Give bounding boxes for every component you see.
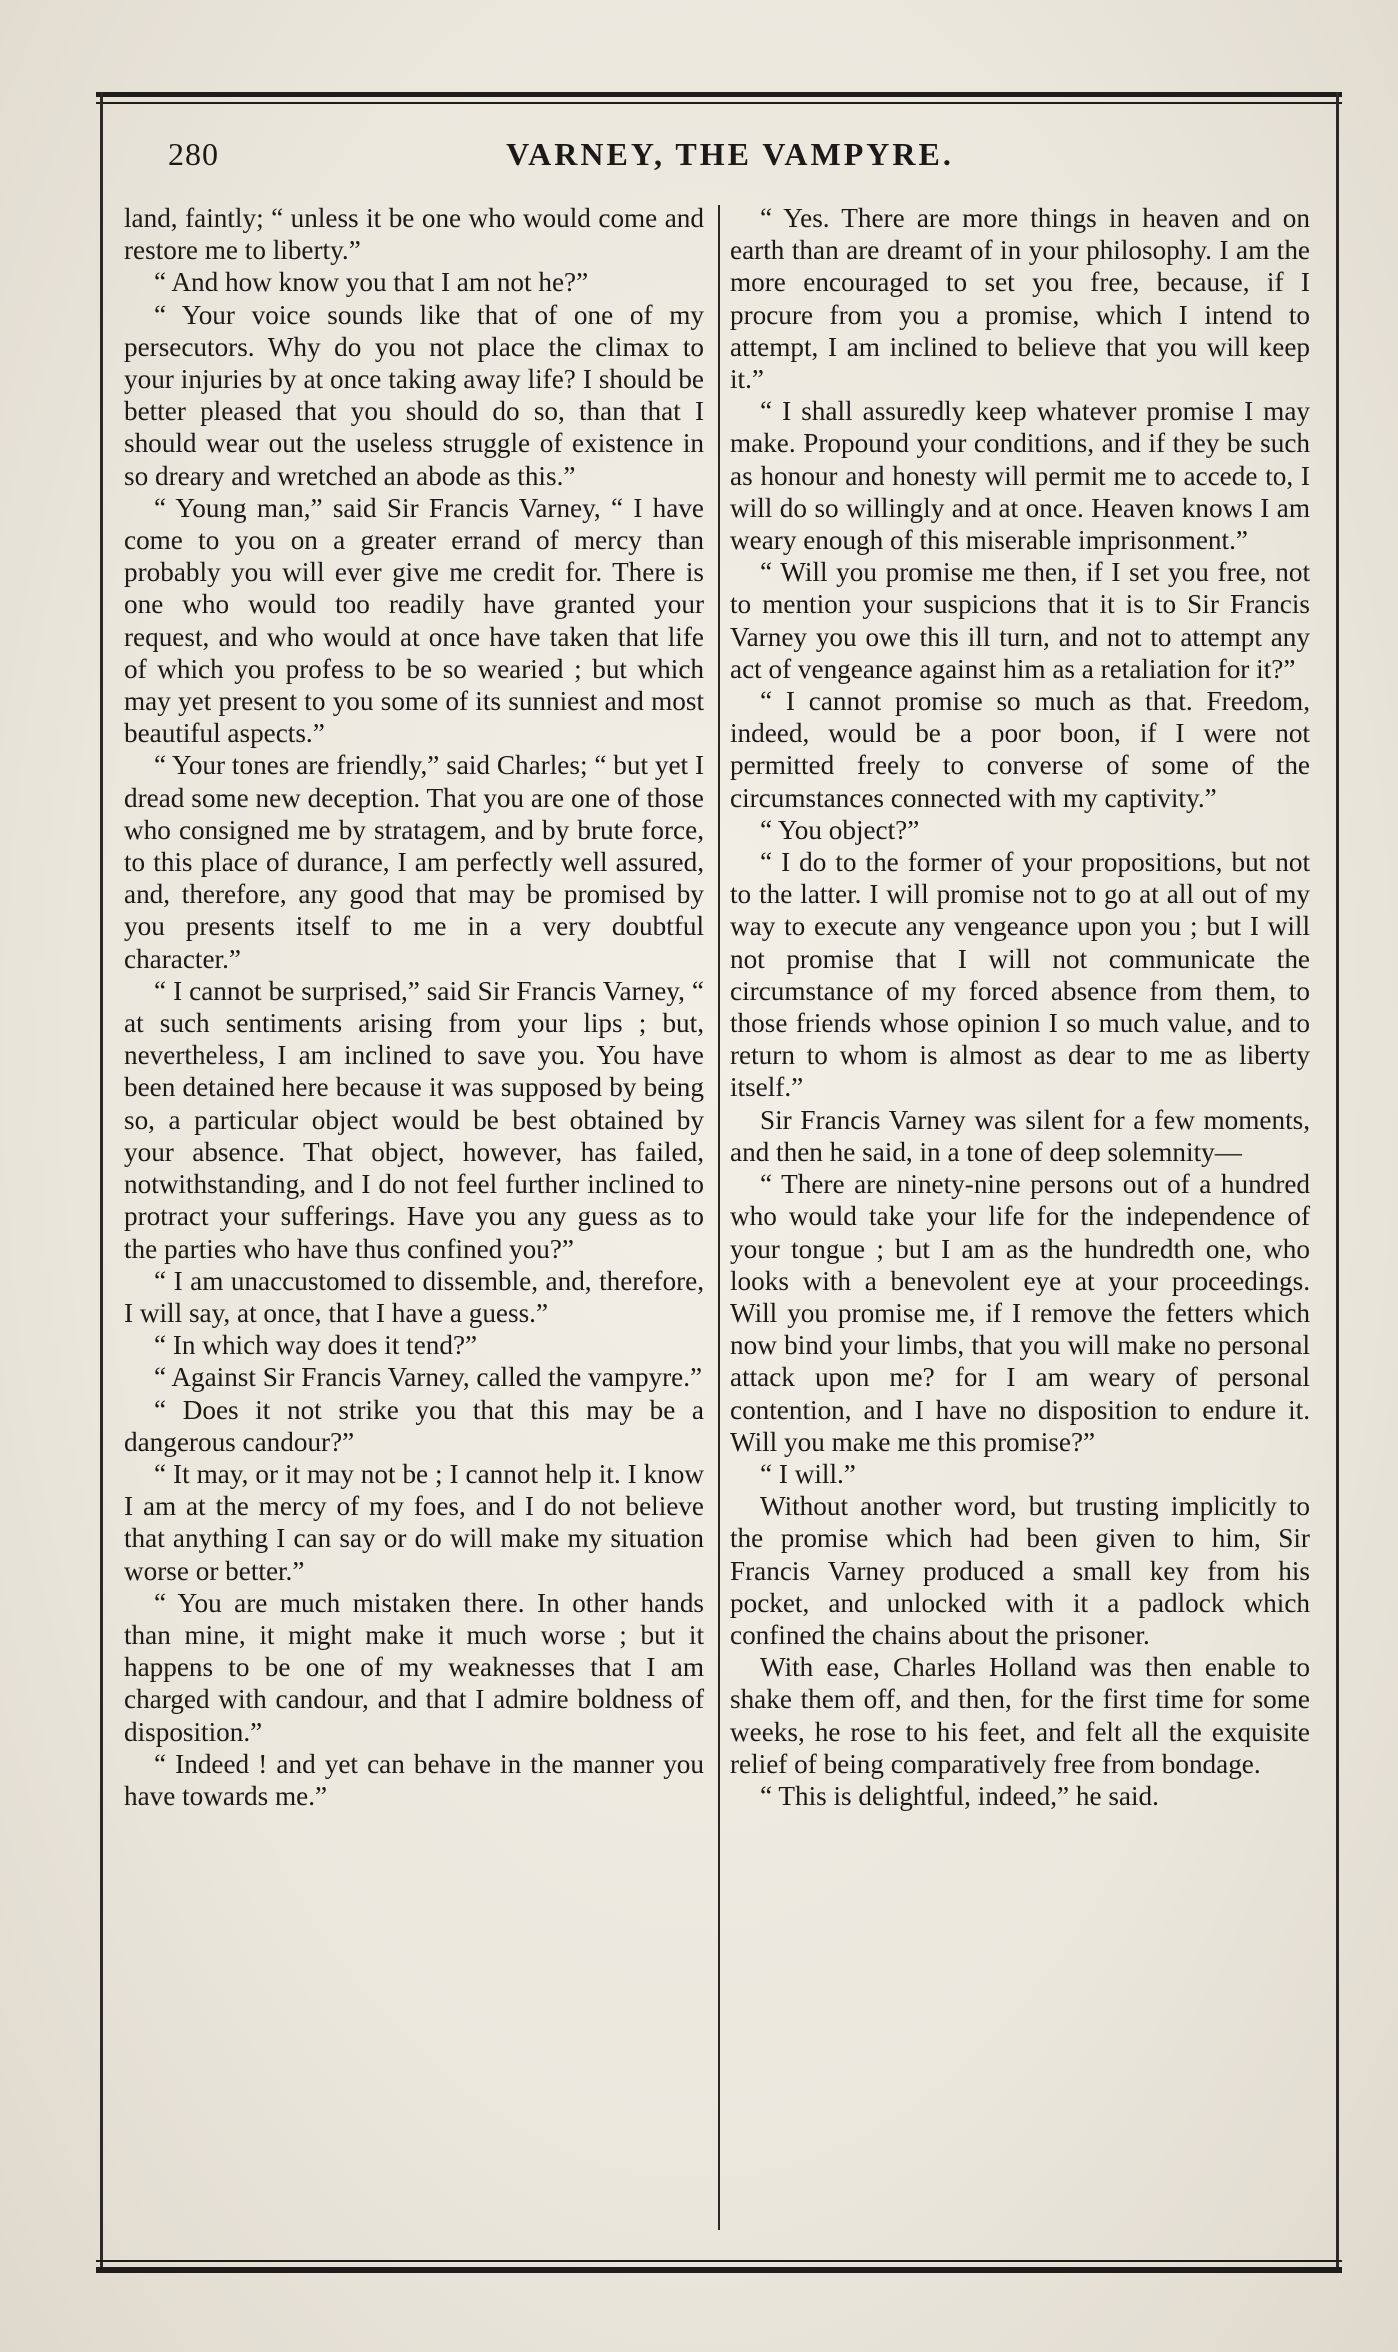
paragraph: “ I am unaccustomed to dissemble, and, therefore, I will say, at once, that I have a guess.” (124, 1265, 704, 1328)
paragraph: “ I shall assuredly keep whatever promise I may make. Propound your conditions, and if they be such as honour and honesty will permit me to accede to, I will do so willingly and at once. Heaven knows I am weary enough of this miserable imprisonment.” (730, 396, 1310, 556)
right-border-line (1336, 92, 1339, 2272)
paragraph: “ You object?” (760, 814, 920, 845)
paragraph: “ Against Sir Francis Varney, called the vampyre.” (154, 1362, 703, 1393)
paragraph: “ I do to the former of your propositions, but not to the latter. I will promise not to go at all out of my way to execute any vengeance upon you ; but I will not promise that I will not communicate the circumstance of my forced absence from them, to those friends whose opinion I so much value, and to return to whom is almost as dear to me as liberty itself.” (730, 847, 1310, 1103)
paragraph: “ You are much mistaken there. In other hands than mine, it might make it much worse ; but it happens to be one of my weaknesses that I am charged with candour, and that I admire boldness of disposition.” (124, 1587, 704, 1747)
left-border-line (100, 92, 103, 2272)
paragraph: “ There are ninety-nine persons out of a hundred who would take your life for the independence of your tongue ; but I am as the hundredth one, who looks with a benevolent eye at your proceedings. Will you promise me, if I remove the fetters which now bind your limbs, that you will make no personal attack upon me? for I am weary of personal contention, and I have no disposition to endure it. Will you make me this promise?” (730, 1169, 1310, 1457)
paragraph: “ Will you promise me then, if I set you free, not to mention your suspicions that it is to Sir Francis Varney you owe this ill turn, and not to attempt any act of vengeance against him as a retaliation for it?” (730, 557, 1310, 684)
paragraph: “ I cannot be surprised,” said Sir Francis Varney, “ at such sentiments arising from your lips ; but, nevertheless, I am inclined to save you. You have been detained here because it was supposed by being so, a particular object would be best obtained by your absence. That object, however, has failed, notwithstanding, and I do not feel further inclined to protract your sufferings. Have you any guess as to the parties who have thus confined you?” (124, 975, 704, 1264)
page-number: 280 (168, 136, 219, 172)
paragraph: “ Indeed ! and yet can behave in the manner you have towards me.” (124, 1748, 704, 1811)
top-border-thin-rule (96, 102, 1342, 104)
paragraph: “ This is delightful, indeed,” he said. (760, 1780, 1159, 1811)
column-divider (718, 205, 720, 2230)
paragraph: “ Your voice sounds like that of one of my persecutors. Why do you not place the climax to your injuries by at once taking away life? I should be better pleased that you should do so, than that I should wear out the useless struggle of existence in so dreary and wretched an abode as this.” (124, 299, 704, 491)
paragraph: “ I will.” (760, 1458, 856, 1489)
top-border-rule (96, 92, 1342, 97)
paragraph: land, faintly; “ unless it be one who would come and restore me to liberty.” (124, 203, 704, 266)
bottom-border-thin-rule (96, 2260, 1342, 2262)
paragraph: Without another word, but trusting implicitly to the promise which had been given to him, Sir Francis Varney produced a small key from his pocket, and unlocked with it a padlock which confined the chains about the prisoner. (730, 1491, 1310, 1650)
paragraph: “ It may, or it may not be ; I cannot help it. I know I am at the mercy of my foes, and I do not believe that anything I can say or do will make my situation worse or better.” (124, 1458, 704, 1586)
paragraph: “ Your tones are friendly,” said Charles; “ but yet I dread some new deception. That you are one of those who consigned me by stratagem, and by brute force, to this place of durance, I am perfectly well assured, and, therefore, any good that may be promised by you presents itself to me in a very doubtful character.” (124, 750, 704, 974)
paragraph: “ Does it not strike you that this may be a dangerous candour?” (124, 1394, 704, 1457)
running-head: VARNEY, THE VAMPYRE. (506, 136, 954, 172)
paragraph: “ Yes. There are more things in heaven and on earth than are dreamt of in your philosophy. I am the more encouraged to set you free, because, if I procure from you a promise, which I intend to attempt, I am inclined to believe that you will keep it.” (730, 203, 1310, 395)
page-header (140, 136, 1320, 176)
left-column (124, 202, 704, 1812)
paragraph: “ And how know you that I am not he?” (154, 267, 589, 298)
paragraph: “ In which way does it tend?” (154, 1330, 478, 1361)
right-column (730, 202, 1310, 1812)
paragraph: Sir Francis Varney was silent for a few moments, and then he said, in a tone of deep solemnity— (730, 1104, 1310, 1167)
paragraph: “ Young man,” said Sir Francis Varney, “ I have come to you on a greater errand of mercy than probably you will ever give me credit for. There is one who would too readily have granted your request, and who would at once have taken that life of which you profess to be so wearied ; but which may yet present to you some of its sunniest and most beautiful aspects.” (124, 492, 704, 749)
paragraph: “ I cannot promise so much as that. Freedom, indeed, would be a poor boon, if I were not permitted freely to converse of some of the circumstances connected with my captivity.” (730, 686, 1310, 813)
paragraph: With ease, Charles Holland was then enable to shake them off, and then, for the first time for some weeks, he rose to his feet, and felt all the exquisite relief of being comparatively free from bondage. (730, 1652, 1310, 1779)
bottom-border-rule (96, 2267, 1342, 2273)
